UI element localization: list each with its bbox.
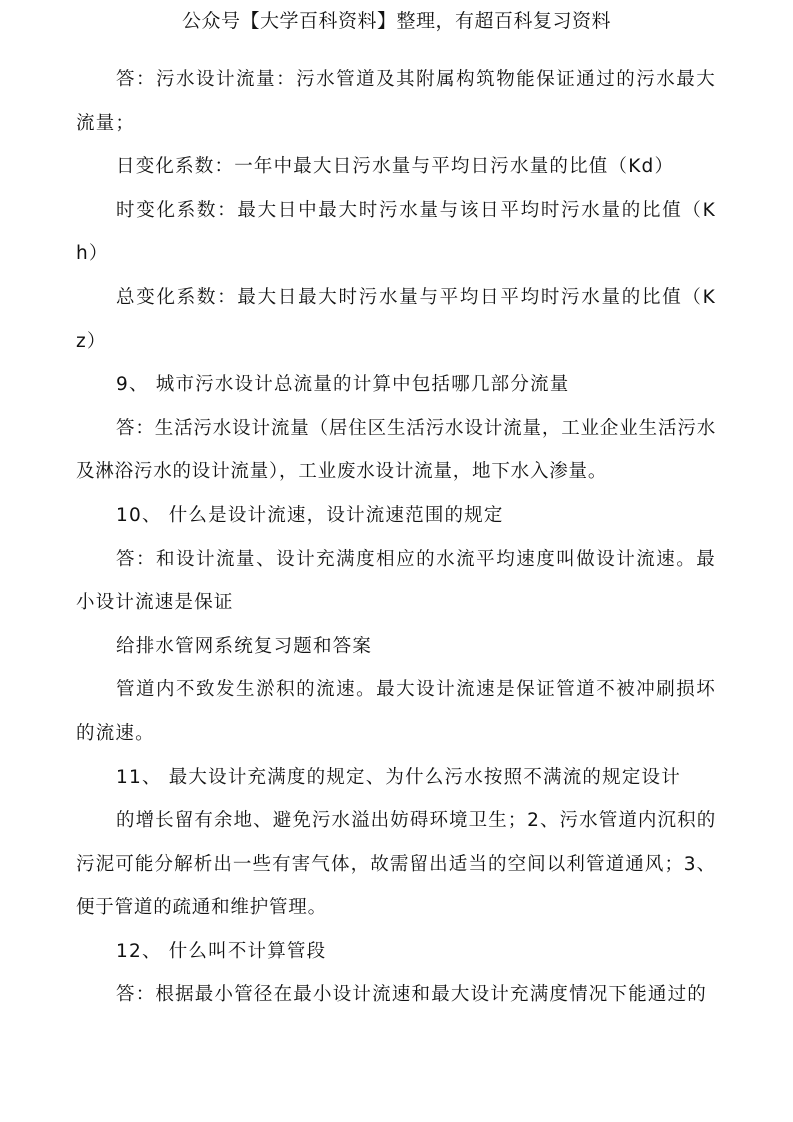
document-body [76,58,716,1017]
answer-9: 答：生活污水设计流量（居住区生活污水设计流量，工业企业生活污水及淋浴污水的设计流量），工业废水设计流量，地下水入渗量。 [76,417,716,483]
question-12: 12、 什么叫不计算管段 [116,940,327,962]
question-10: 10、 什么是设计流速，设计流速范围的规定 [116,504,504,526]
answer-11: 的增长留有余地、避免污水溢出妨碍环境卫生；2、污水管道内沉积的污泥可能分解析出一些有害气体，故需留出适当的空间以利管道通风；3、便于管道的疏通和维护管理。 [76,810,716,919]
paragraph-total-variation-coefficient: 总变化系数：最大日最大时污水量与平均日平均时污水量的比值（Kz） [76,286,716,352]
paragraph-daily-variation-coefficient: 日变化系数：一年中最大日污水量与平均日污水量的比值（Kd） [116,156,675,178]
paragraph-design-flow-definition: 答：污水设计流量：污水管道及其附属构筑物能保证通过的污水最大流量； [76,69,716,134]
answer-10-part-2: 管道内不致发生淤积的流速。最大设计流速是保证管道不被冲刷损坏的流速。 [76,679,716,744]
paragraph-hourly-variation-coefficient: 时变化系数：最大日中最大时污水量与该日平均时污水量的比值（Kh） [76,199,716,265]
question-9: 9、 城市污水设计总流量的计算中包括哪几部分流量 [116,374,570,396]
page-header: 公众号【大学百科资料】整理，有超百科复习资料 [181,10,611,32]
document-subtitle: 给排水管网系统复习题和答案 [116,635,373,657]
answer-12: 答：根据最小管径在最小设计流速和最大设计充满度情况下能通过的 [116,984,708,1006]
question-11: 11、 最大设计充满度的规定、为什么污水按照不满流的规定设计 [116,766,681,788]
answer-10-part-1: 答：和设计流量、设计充满度相应的水流平均速度叫做设计流速。最小设计流速是保证 [76,548,716,614]
